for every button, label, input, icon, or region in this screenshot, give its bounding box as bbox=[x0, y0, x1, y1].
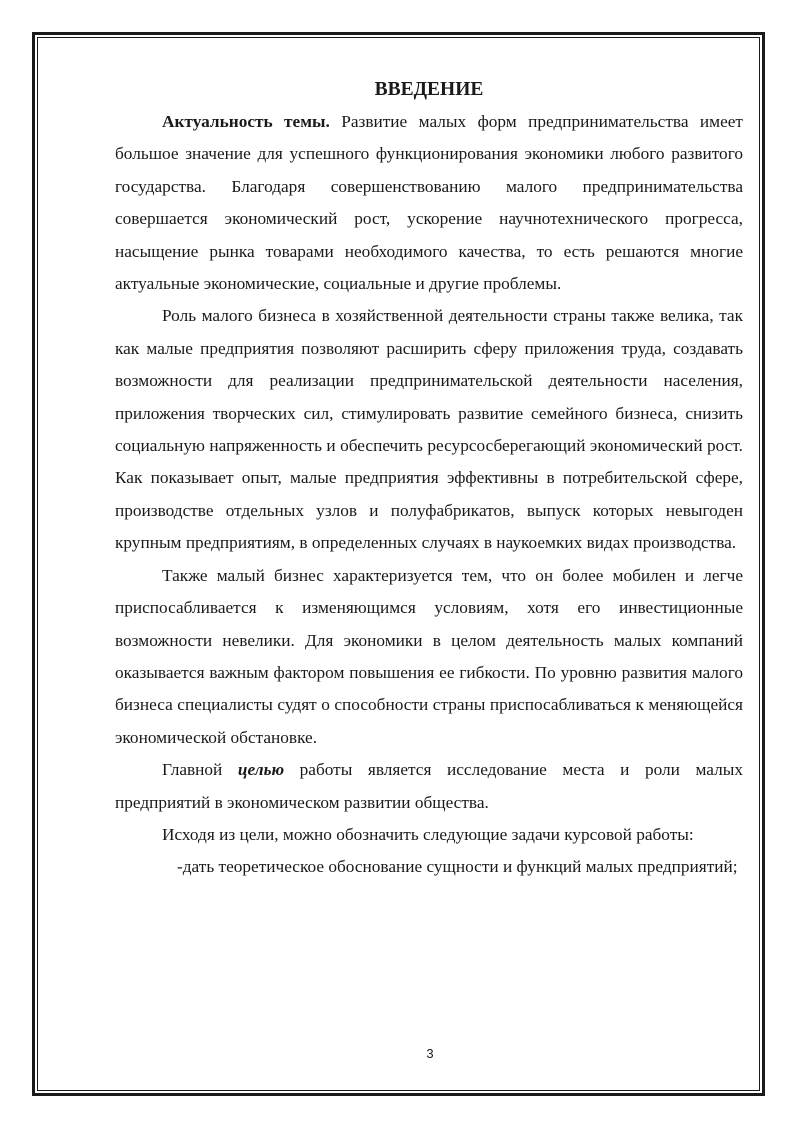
paragraph-role: Роль малого бизнеса в хозяйственной деятельности страны также велика, так как малые предприятия позволяют расширить сферу приложения труда, создавать возможности для реализации предпринимательской деятельности населения, приложения творческих сил, стимулировать развитие семейного бизнеса, снизить социальную напряженность и обеспечить ресурсосберегающий экономический рост. Как показывает опыт, малые предприятия эффективны в потребительской сфере, производстве отдельных узлов и полуфабрикатов, выпуск которых невыгоден крупным предприятиям, в определенных случаях в наукоемких видах производства. bbox=[115, 306, 743, 553]
goal-after: работы является исследование места и роли малых предприятий в экономическом развитии общества. bbox=[115, 760, 743, 812]
relevance-text: Развитие малых форм предпринимательства имеет большое значение для успешного функционирования экономики любого развитого государства. Благодаря совершенствованию малого предпринимательства совершается экономический рост, ускорение научнотехнического прогресса, насыщение рынка товарами необходимого качества, то есть решаются многие актуальные экономические, социальные и другие проблемы. bbox=[115, 112, 743, 294]
task-list-item: -дать теоретическое обоснование сущности и функций малых предприятий; bbox=[177, 857, 738, 877]
page-title: ВВЕДЕНИЕ bbox=[374, 79, 484, 100]
paragraph-goal bbox=[115, 754, 743, 819]
paragraph-tasks-intro: Исходя из цели, можно обозначить следующие задачи курсовой работы: bbox=[162, 824, 694, 844]
goal-before: Главной bbox=[162, 760, 238, 780]
goal-emphasis: целью bbox=[237, 760, 285, 780]
page-number: 3 bbox=[426, 1046, 434, 1061]
relevance-lead: Актуальность темы. bbox=[162, 112, 330, 131]
paragraph-flexibility: Также малый бизнес характеризуется тем, что он более мобилен и легче приспосабливается к изменяющимся условиям, хотя его инвестиционные возможности невелики. Для экономики в целом деятельность малых компаний оказывается важным фактором повышения ее гибкости. По уровню развития малого бизнеса специалисты судят о способности страны приспосабливаться к меняющейся экономической обстановке. bbox=[115, 565, 743, 747]
paragraph-relevance bbox=[115, 106, 743, 300]
document-body bbox=[115, 74, 743, 884]
